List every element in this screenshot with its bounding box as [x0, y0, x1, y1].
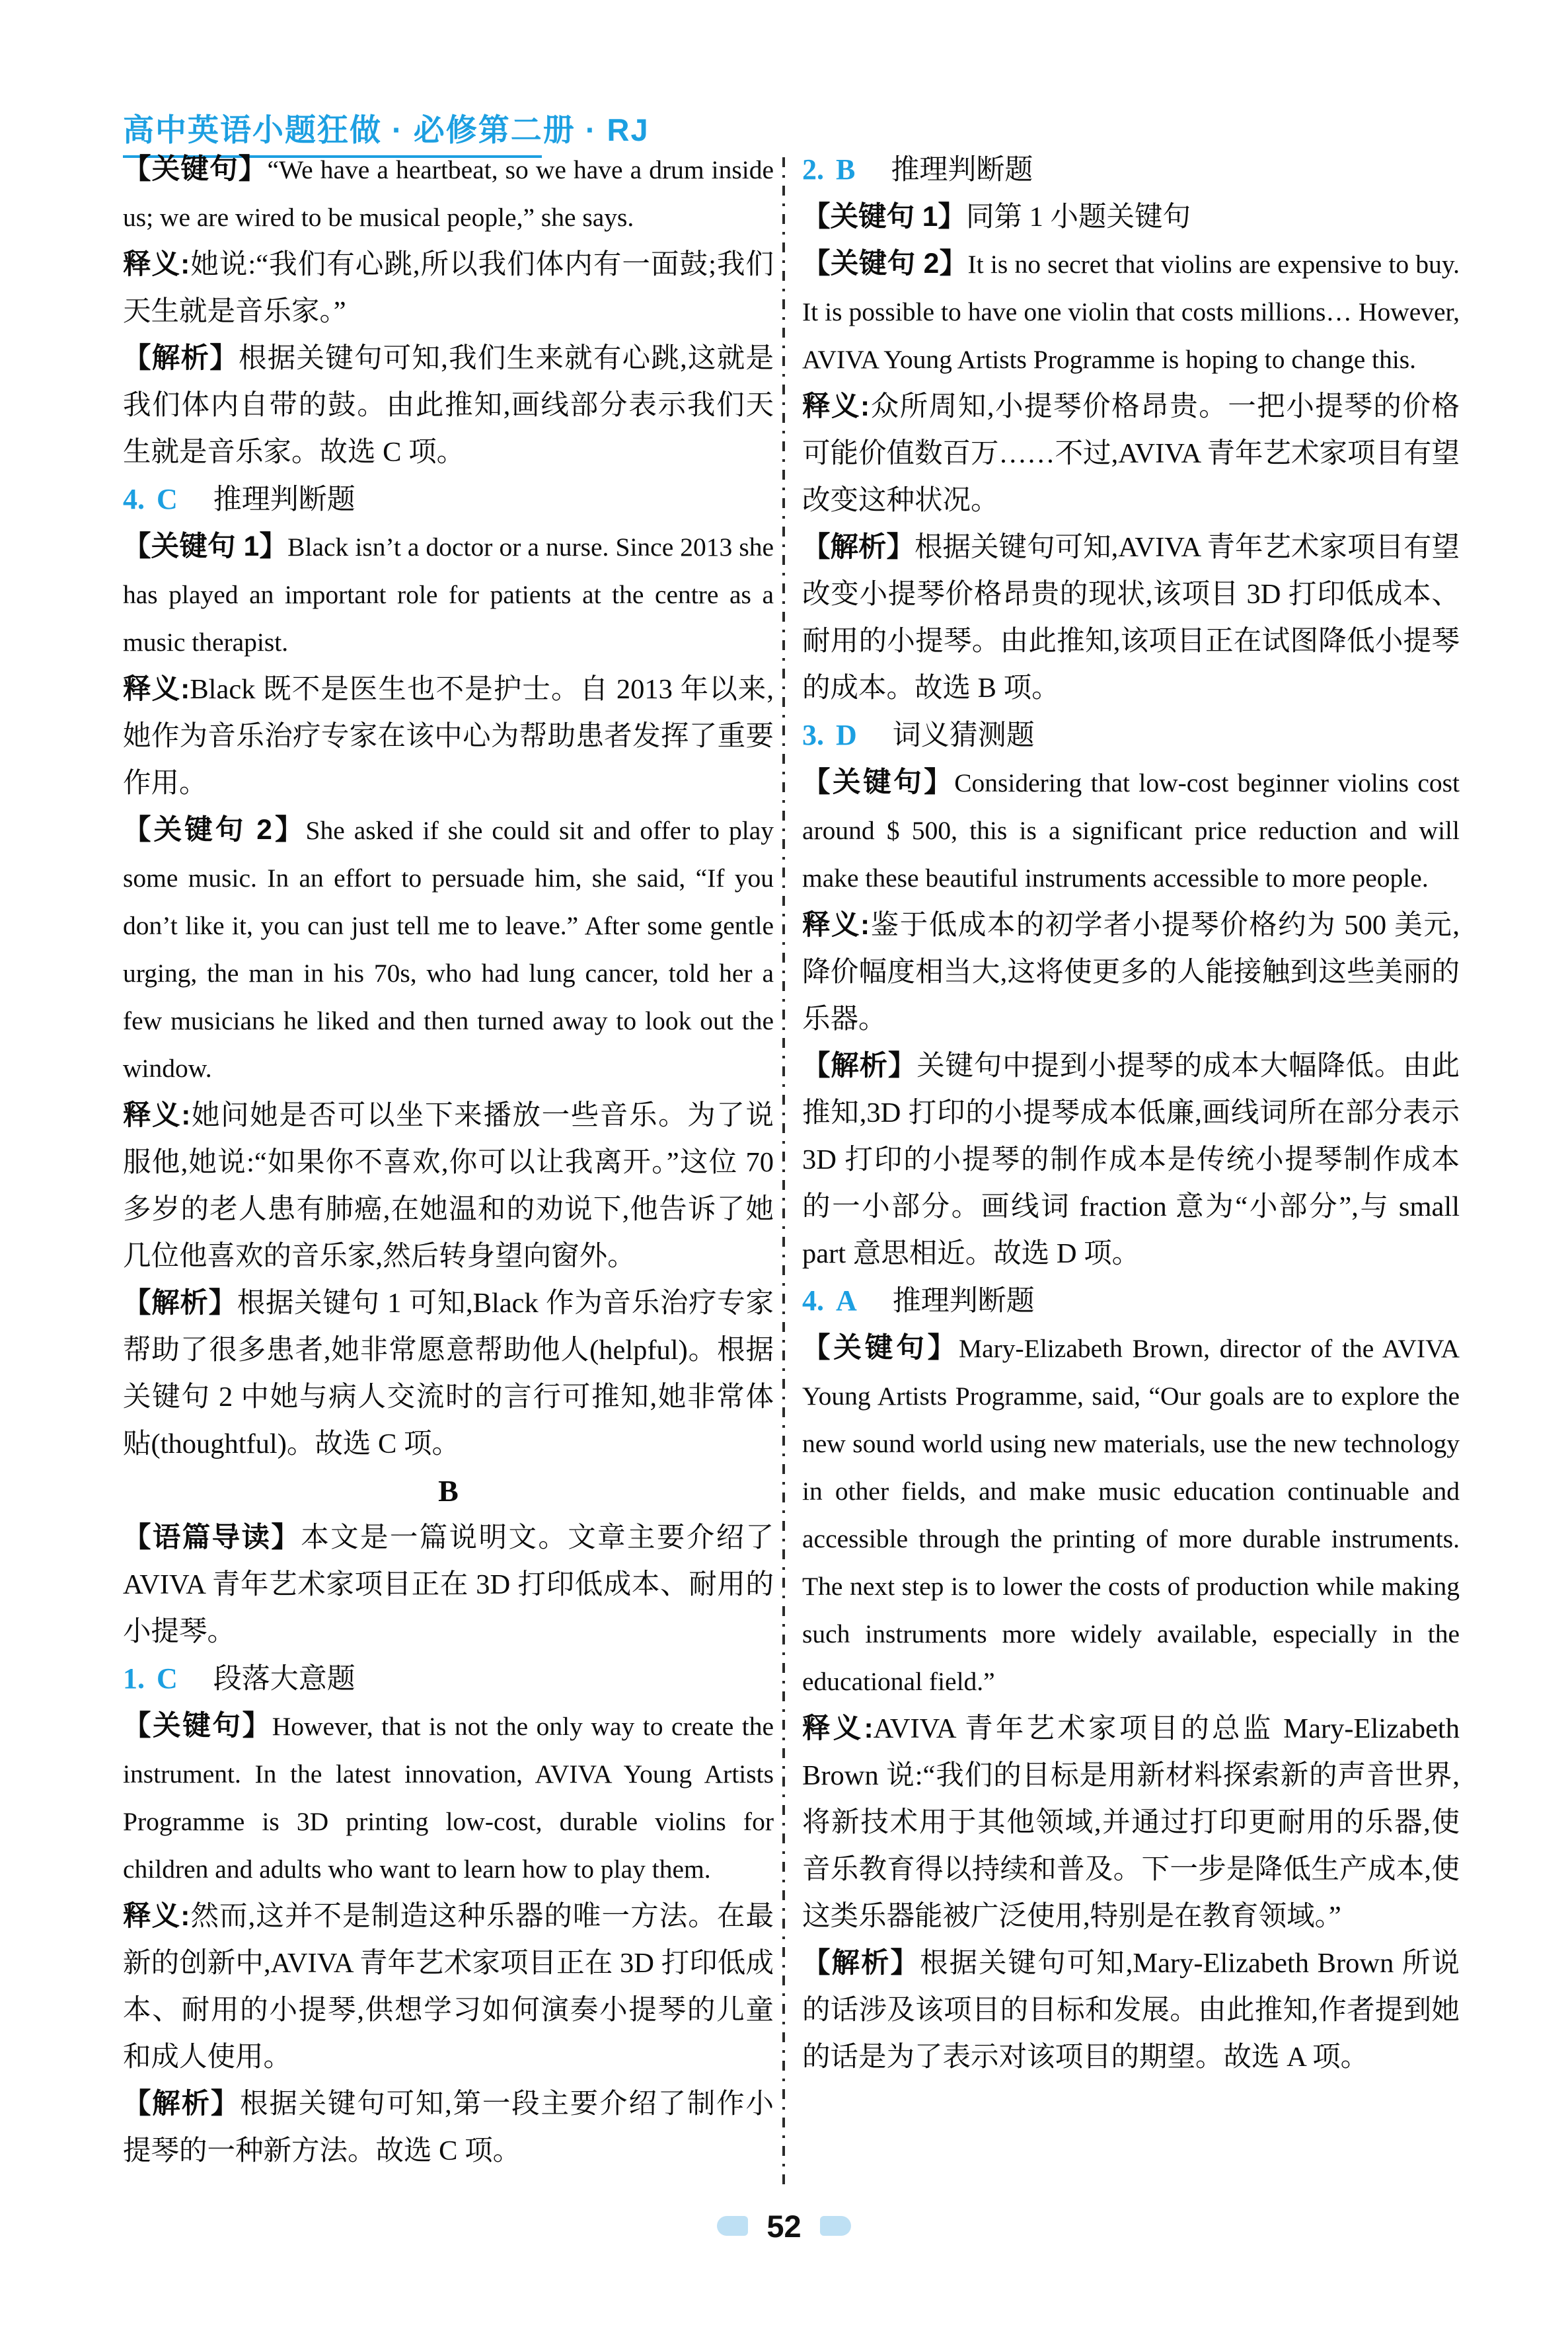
answer-paragraph — [802, 1705, 1460, 1940]
column-divider — [782, 157, 785, 2188]
question-answer-line — [802, 146, 1460, 194]
right-column — [802, 146, 1460, 2081]
answer-letter: B — [836, 153, 856, 186]
paragraph-text: Black 既不是医生也不是护士。自 2013 年以来,她作为音乐治疗专家在该中心为帮助患者发挥了重要作用。 — [123, 674, 774, 799]
paragraph-text: 鉴于低成本的初学者小提琴价格约为 500 美元,降价幅度相当大,这将使更多的人能接触到这些美丽的乐器。 — [802, 910, 1460, 1035]
page-footer — [0, 2208, 1568, 2244]
paragraph-label: 【解析】 — [802, 532, 915, 563]
answer-paragraph — [123, 1703, 774, 1893]
answer-letter: C — [157, 1662, 178, 1695]
paragraph-text: She asked if she could sit and offer to play some music. In an effort to persuade him, she said, “If you don’t like it, you can just tell me to leave.” After some gentle urging, the man in his 70s, who had lung cancer, told her a few musicians he liked and then turned away to look out the window. — [123, 816, 774, 1083]
question-answer-line — [802, 1277, 1460, 1325]
paragraph-label: 【解析】 — [123, 2088, 241, 2120]
answer-paragraph — [802, 1325, 1460, 1705]
paragraph-label: 【关键句 1】 — [802, 202, 966, 233]
paragraph-label: 释义: — [802, 910, 870, 941]
paragraph-label: 释义: — [802, 1713, 874, 1744]
paragraph-label: 【关键句】 — [802, 767, 955, 798]
question-answer-line — [123, 476, 774, 523]
question-category: 推理判断题 — [892, 1286, 1035, 1317]
paragraph-label: 释义: — [123, 249, 190, 280]
answer-paragraph — [802, 383, 1460, 524]
paragraph-text: 根据关键句可知,Mary-Elizabeth Brown 所说的话涉及该项目的目标和发展。由此推知,作者提到她的话是为了表示对该项目的期望。故选 A 项。 — [802, 1948, 1460, 2073]
paragraph-text: However, that is not the only way to create the instrument. In the latest innovation, AVIVA Young Artists Programme is 3D printing low-cost, durable violins for children and adults who want to learn how to play them. — [123, 1712, 774, 1884]
paragraph-label: 【语篇导读】 — [123, 1522, 301, 1553]
answer-paragraph — [123, 335, 774, 476]
paragraph-text: 同第 1 小题关键句 — [965, 202, 1191, 233]
paragraph-text: 然而,这并不是制造这种乐器的唯一方法。在最新的创新中,AVIVA 青年艺术家项目正在 3D 打印低成本、耐用的小提琴,供想学习如何演奏小提琴的儿童和成人使用。 — [123, 1901, 774, 2073]
answer-paragraph — [123, 523, 774, 666]
paragraph-label: 【解析】 — [123, 1288, 237, 1319]
answer-paragraph — [123, 1514, 774, 1655]
answer-paragraph — [123, 1893, 774, 2081]
paragraph-text: Considering that low-cost beginner violins cost around $ 500, this is a significant price reduction and will make these beautiful instruments accessible to more people. — [802, 768, 1460, 893]
answer-paragraph — [123, 666, 774, 807]
paragraph-text: 本文是一篇说明文。文章主要介绍了 AVIVA 青年艺术家项目正在 3D 打印低成本、耐用的小提琴。 — [123, 1522, 774, 1647]
answer-letter: A — [836, 1284, 857, 1317]
question-number: 4. — [123, 483, 145, 515]
question-category: 推理判断题 — [891, 155, 1033, 186]
paragraph-label: 【关键句 2】 — [802, 248, 968, 279]
paragraph-label: 【关键句】 — [802, 1333, 959, 1364]
question-answer-line — [802, 712, 1460, 759]
answer-letter: C — [157, 483, 178, 515]
book-title: 高中英语小题狂做 · 必修第二册 · RJ — [123, 112, 650, 147]
paragraph-label: 释义: — [123, 1901, 190, 1932]
answer-letter: D — [836, 719, 857, 751]
answer-paragraph — [802, 240, 1460, 383]
question-number: 2. — [802, 153, 824, 186]
paragraph-text: 她说:“我们有心跳,所以我们体内有一面鼓;我们天生就是音乐家。” — [123, 249, 774, 327]
paragraph-text: 众所周知,小提琴价格昂贵。一把小提琴的价格可能价值数百万……不过,AVIVA 青年艺术家项目有望改变这种状况。 — [802, 391, 1460, 516]
paragraph-text: It is no secret that violins are expensive to buy. It is possible to have one violin that costs millions… However, AVIVA Young Artists Programme is hoping to change this. — [802, 250, 1460, 374]
paragraph-text: 关键句中提到小提琴的成本大幅降低。由此推知,3D 打印的小提琴成本低廉,画线词所在部分表示 3D 打印的小提琴的制作成本是传统小提琴制作成本的一小部分。画线词 fraction 意为“小部分”,与 small part 意思相近。故选 D 项。 — [802, 1051, 1460, 1269]
answer-paragraph — [123, 1280, 774, 1467]
question-number: 1. — [123, 1662, 145, 1695]
question-category: 推理判断题 — [213, 484, 355, 515]
paragraph-label: 【关键句】 — [123, 154, 268, 185]
paragraph-label: 【关键句】 — [123, 1711, 272, 1742]
paragraph-text: AVIVA 青年艺术家项目的总监 Mary-Elizabeth Brown 说:“我们的目标是用新材料探索新的声音世界,将新技术用于其他领域,并通过打印更耐用的乐器,使音乐教育得以持续和普及。下一步是降低生产成本,使这类乐器能被广泛使用,特别是在教育领域。” — [802, 1713, 1460, 1932]
answer-paragraph — [123, 241, 774, 335]
answer-paragraph — [802, 902, 1460, 1043]
paragraph-label: 【解析】 — [802, 1051, 917, 1082]
question-answer-line — [123, 1655, 774, 1703]
paragraph-text: 她问她是否可以坐下来播放一些音乐。为了说服他,她说:“如果你不喜欢,你可以让我离开。”这位 70 多岁的老人患有肺癌,在她温和的劝说下,他告诉了她几位他喜欢的音乐家,然后转身望向窗外。 — [123, 1100, 774, 1272]
answer-paragraph — [802, 194, 1460, 240]
page-number: 52 — [766, 2208, 802, 2244]
paragraph-text: Black isn’t a doctor or a nurse. Since 2013 she has played an important role for patients at the centre as a music therapist. — [123, 533, 774, 657]
paragraph-text: 根据关键句可知,AVIVA 青年艺术家项目有望改变小提琴价格昂贵的现状,该项目 3D 打印低成本、耐用的小提琴。由此推知,该项目正在试图降低小提琴的成本。故选 B 项。 — [802, 532, 1460, 704]
paragraph-label: 【解析】 — [802, 1948, 920, 1979]
paragraph-label: 释义: — [802, 391, 870, 422]
question-category: 段落大意题 — [213, 1664, 355, 1695]
paragraph-label: 【关键句 2】 — [123, 815, 306, 846]
passage-section-header: B — [438, 1474, 459, 1508]
paragraph-text: Mary-Elizabeth Brown, director of the AVIVA Young Artists Programme, said, “Our goals are to explore the new sound world using new materials, use the new technology in other fields, and make music education continuable and accessible through the printing of more durable instruments. The next step is to lower the costs of production while making such instruments more widely available, especially in the educational field.” — [802, 1334, 1460, 1696]
question-number: 3. — [802, 719, 824, 751]
paragraph-text: 根据关键句 1 可知,Black 作为音乐治疗专家帮助了很多患者,她非常愿意帮助他人(helpful)。根据关键句 2 中她与病人交流时的言行可推知,她非常体贴(thoughtful)。故选 C 项。 — [123, 1288, 774, 1459]
question-category: 词义猜测题 — [892, 720, 1035, 751]
paragraph-label: 释义: — [123, 674, 190, 705]
paragraph-label: 【解析】 — [123, 343, 239, 374]
footer-left-pill — [717, 2216, 748, 2236]
answer-paragraph — [802, 524, 1460, 712]
answer-paragraph — [123, 146, 774, 241]
answer-paragraph — [802, 1043, 1460, 1277]
answer-paragraph — [802, 759, 1460, 902]
answer-paragraph — [123, 807, 774, 1092]
answer-paragraph — [123, 2081, 774, 2174]
paragraph-label: 【关键句 1】 — [123, 531, 288, 562]
left-column — [123, 146, 774, 2174]
paragraph-text: 根据关键句可知,第一段主要介绍了制作小提琴的一种新方法。故选 C 项。 — [123, 2088, 774, 2166]
footer-right-pill — [820, 2216, 851, 2236]
answer-paragraph — [123, 1092, 774, 1280]
question-number: 4. — [802, 1284, 824, 1317]
paragraph-text: “We have a heartbeat, so we have a drum inside us; we are wired to be musical people,” she says. — [123, 155, 774, 232]
paragraph-text: 根据关键句可知,我们生来就有心跳,这就是我们体内自带的鼓。由此推知,画线部分表示我们天生就是音乐家。故选 C 项。 — [123, 343, 774, 468]
answer-paragraph — [802, 1940, 1460, 2081]
paragraph-label: 释义: — [123, 1100, 191, 1131]
